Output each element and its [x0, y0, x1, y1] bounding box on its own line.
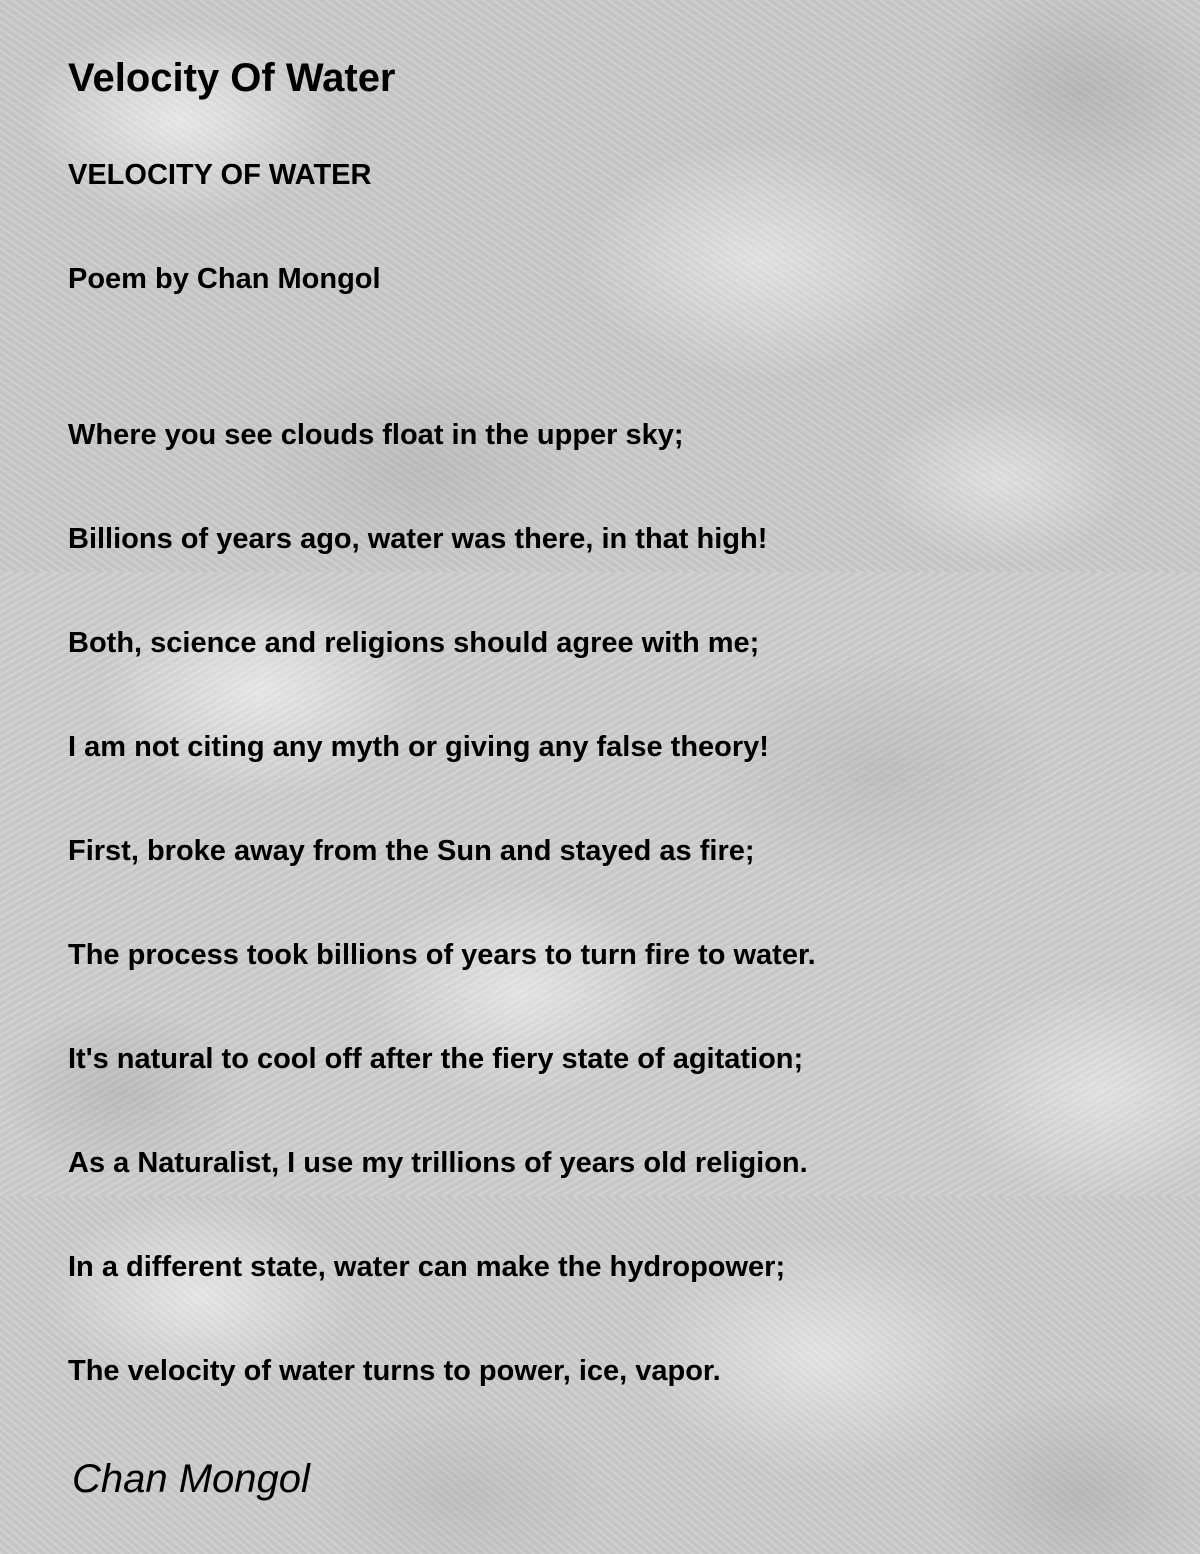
poem-line: In a different state, water can make the hydropower; — [68, 1251, 786, 1283]
poem-line: Where you see clouds float in the upper sky; — [68, 419, 684, 451]
poem-line: It's natural to cool off after the fiery state of agitation; — [68, 1043, 804, 1075]
poem-subtitle: VELOCITY OF WATER — [68, 159, 372, 191]
author-signature: Chan Mongol — [72, 1457, 310, 1501]
poem-line: I am not citing any myth or giving any false theory! — [68, 731, 769, 763]
poem-byline: Poem by Chan Mongol — [68, 263, 381, 295]
poem-lines — [68, 418, 816, 1458]
poem-line: Billions of years ago, water was there, in that high! — [68, 523, 768, 555]
poem-line: First, broke away from the Sun and stayed as fire; — [68, 835, 755, 867]
poem-line: The velocity of water turns to power, ice, vapor. — [68, 1355, 721, 1387]
page-title: Velocity Of Water — [68, 56, 396, 100]
poem-line: The process took billions of years to turn fire to water. — [68, 939, 816, 971]
poem-line: As a Naturalist, I use my trillions of years old religion. — [68, 1147, 808, 1179]
poem-line: Both, science and religions should agree with me; — [68, 627, 760, 659]
